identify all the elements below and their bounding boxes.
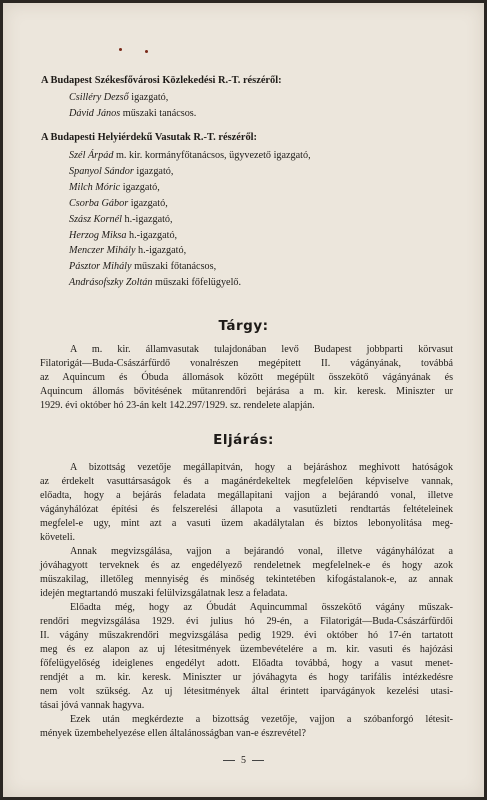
text-line: rendőri megvizsgálása 1929. évi julius hó 29-én, a Filatorigát—Buda-Császárfürdői <box>40 616 453 627</box>
document-page <box>3 3 484 797</box>
person-entry: Spanyol Sándor igazgató, <box>69 165 174 177</box>
text-line: jóváhagyott terveknek és az engedélyező rendeletnek megfelelnek-e és hogy azok <box>40 560 453 571</box>
eljaras-paragraph-3 <box>40 601 453 713</box>
text-line: főfelügyelőség ideiglenes engedélyt adott. Előadta továbbá, hogy a vasut menet- <box>40 658 453 669</box>
ink-spot <box>119 48 122 51</box>
text-line: A bizottság vezetője megállapitván, hogy a bejáráshoz meghivott hatóságok <box>70 462 453 473</box>
text-line: előadta, hogy a bejárás feladata megállapitani vajjon a bejárandó vonal, illetve <box>40 490 453 501</box>
page-number-value: 5 <box>241 755 246 766</box>
person-entry: Andrásofszky Zoltán műszaki főfelügyelő. <box>69 277 242 289</box>
text-line: Filatorigát—Buda-Császárfürdő vonalrészen megépitett II. vágányának, továbbá <box>40 358 453 369</box>
text-line: Annak megvizsgálása, vajjon a bejárandó vonal, illetve vágányhálózat a <box>70 546 453 557</box>
eljaras-paragraph-1 <box>40 461 453 545</box>
text-line: idején megtartandó muszaki felülvizsgálatnak lesz a feladata. <box>40 588 288 599</box>
section-heading-bhev: A Budapesti Helyiérdekű Vasutak R.-T. részéről: <box>41 132 257 143</box>
page-number <box>3 755 484 766</box>
text-line: megfelel-e ugy, mint azt a vasuti üzem akadálytalan és biztos lebonyolitása meg- <box>40 518 453 529</box>
person-entry: Szél Árpád m. kir. kormányfőtanácsos, ügyvezető igazgató, <box>69 150 311 161</box>
section-heading-bszkrt: A Budapest Székesfővárosi Közlekedési R.-T. részéről: <box>41 75 282 86</box>
text-line: meg és ez alapon az uj létesitmények üzembevételére a m. kir. vasuti és hajózási <box>40 644 453 655</box>
text-line: tásai jóvá vannak hagyva. <box>40 700 145 711</box>
people-list-bszkrt <box>69 90 196 122</box>
text-line: az érdekelt vasuttársaságok és a magánérdekeltek megfelelően képviselve vannak, <box>40 476 453 487</box>
text-line: A m. kir. államvasutak tulajdonában levő Budapest jobbparti körvasut <box>70 344 453 355</box>
person-entry: Csilléry Dezső igazgató, <box>69 92 169 103</box>
text-line: II. vágány műszakrendőri megvizsgálása pedig 1929. évi október hó 17-én tartatott <box>40 630 453 641</box>
person-entry: Pásztor Mihály műszaki főtanácsos, <box>69 261 217 273</box>
eljaras-title: Eljárás: <box>213 432 274 448</box>
text-line: Ezek után megkérdezte a bizottság vezetője, vajjon a szóbanforgó létesit- <box>70 714 453 725</box>
person-entry: Csorba Gábor igazgató, <box>69 197 168 209</box>
eljaras-paragraph-2 <box>40 545 453 601</box>
people-list-bhev <box>69 148 311 291</box>
dash-right <box>252 760 264 761</box>
text-line: nem volt szükség. Az uj létesitmények által érintett iparvágányok kezelési utasi- <box>40 686 453 697</box>
targy-title: Tárgy: <box>218 318 269 334</box>
text-line: müszakilag, illetőleg mennyiség és minőség tekintetében kifogástalanok-e, az annak <box>40 574 453 585</box>
person-entry: Szász Kornél h.-igazgató, <box>69 213 173 225</box>
text-line: az Aquincum és Óbuda állomások között megépült összekötő vágányának és <box>40 372 453 383</box>
text-line: 1929. évi október hó 23-án kelt 142.297/1929. sz. rendelete alapján. <box>40 400 315 411</box>
targy-paragraph <box>40 343 453 413</box>
text-line: rendjét a m. kir. keresk. Miniszter ur jóváhagyta és hogy tarifális intézkedésre <box>40 672 453 683</box>
eljaras-paragraph-4 <box>40 713 453 741</box>
person-entry: Milch Móric igazgató, <box>69 181 160 193</box>
person-entry: Menczer Mihály h.-igazgató, <box>69 245 187 257</box>
ink-spot <box>145 50 148 53</box>
text-line: követeli. <box>40 532 76 543</box>
person-entry: Dávid János műszaki tanácsos. <box>69 107 197 119</box>
text-line: vágányhálózat építési és felszerelési állapota a vasutüzleti rendtartás feltételeinek <box>40 504 453 515</box>
text-line: Aquincum állomás bővitésének műtanrendőri bejárása a m. kir. keresk. Miniszter ur <box>40 386 453 397</box>
text-line: mények üzembehelyezése ellen általánosságban van-e észrevétel? <box>40 728 306 739</box>
text-line: Előadta még, hogy az Óbudát Aquincummal összekötő vágány műszak- <box>70 602 453 613</box>
person-entry: Herzog Miksa h.-igazgató, <box>69 229 178 241</box>
dash-left <box>223 760 235 761</box>
